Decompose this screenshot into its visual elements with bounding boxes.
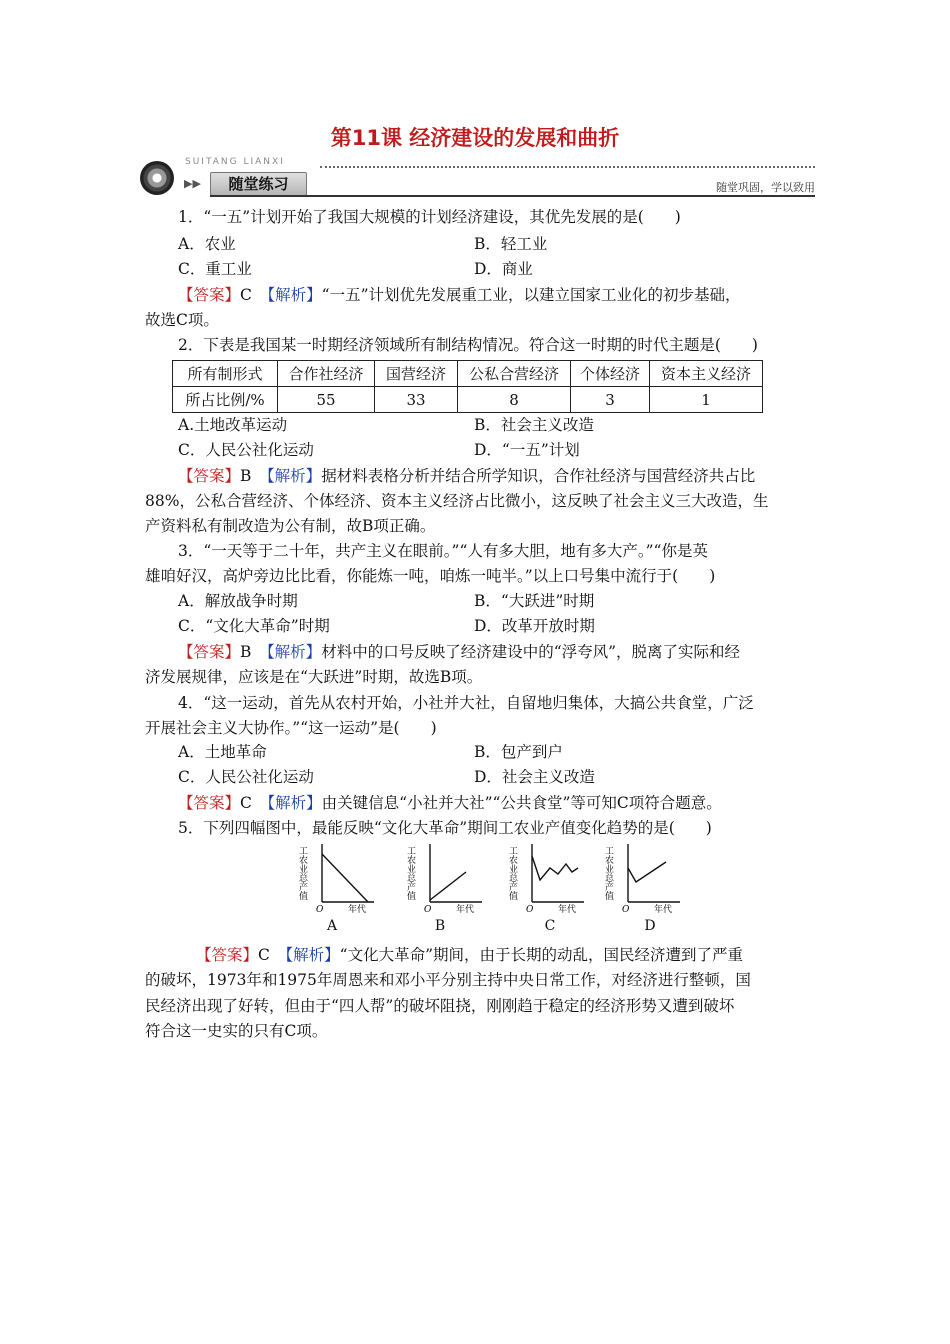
q4-option-c: C．人民公社化运动 <box>178 768 314 786</box>
analysis-text: “文化大革命”期间，由于长期的动乱，国民经济遭到了严重 <box>339 946 744 964</box>
answer-value: C <box>240 286 252 304</box>
q3-option-d: D．改革开放时期 <box>474 617 595 635</box>
q4-option-d: D．社会主义改造 <box>474 768 595 786</box>
banner-rule <box>210 195 815 197</box>
graph-xlabel: 年代 <box>348 905 367 915</box>
q2-stem: 2．下表是我国某一时期经济领域所有制结构情况。符合这一时期的时代主题是( ) <box>178 336 758 354</box>
graph-xlabel: 年代 <box>456 905 475 915</box>
graph-origin: O <box>316 905 324 915</box>
trend-graph-a <box>297 842 376 915</box>
graph-label-c: C <box>544 918 556 934</box>
q1-option-a: A．农业 <box>178 235 236 253</box>
trend-line <box>532 856 578 880</box>
table-cell: 55 <box>278 387 375 413</box>
analysis-tag: 【解析】 <box>267 794 322 812</box>
q3-stem: 3．“一天等于二十年，共产主义在眼前。”“人有多大胆，地有多大产。”“你是英 <box>178 542 708 560</box>
table-header-cell: 国营经济 <box>375 361 458 387</box>
q2-option-d: D．“一五”计划 <box>474 441 580 459</box>
banner-pinyin: SUITANG LIANXI <box>185 157 285 167</box>
graph-ylabel: 工农业总产值 <box>507 846 517 900</box>
q1-stem: 1．“一五”计划开始了我国大规模的计划经济建设，其优先发展的是( ) <box>178 208 681 226</box>
q4-option-a: A．土地革命 <box>178 743 267 761</box>
banner-tag: 随堂练习 <box>210 172 307 196</box>
table-header-cell: 所有制形式 <box>173 361 278 387</box>
trend-graph-b <box>405 842 484 915</box>
analysis-text: 由关键信息“小社并大社”“公共食堂”等可知C项符合题意。 <box>321 794 722 812</box>
table-cell: 8 <box>458 387 571 413</box>
table-header-cell: 合作社经济 <box>278 361 375 387</box>
analysis-tag: 【解析】 <box>267 286 322 304</box>
graph-origin: O <box>424 905 432 915</box>
q2-analysis-cont: 88%，公私合营经济、个体经济、资本主义经济占比微小，这反映了社会主义三大改造，生 <box>145 492 769 510</box>
table-header-cell: 公私合营经济 <box>458 361 571 387</box>
arrow-icon: ▶▶ <box>184 177 201 190</box>
section-banner <box>140 157 815 199</box>
q3-option-b: B．“大跃进”时期 <box>474 592 595 610</box>
analysis-text: 据材料表格分析并结合所学知识，合作社经济与国营经济共占比 <box>321 467 756 485</box>
q3-option-a: A．解放战争时期 <box>178 592 298 610</box>
q1-option-c: C．重工业 <box>178 260 252 278</box>
q4-option-b: B．包产到户 <box>474 743 563 761</box>
trend-line <box>430 872 466 900</box>
graph-origin: O <box>622 905 630 915</box>
lesson-title: 第11课 经济建设的发展和曲折 <box>330 126 620 150</box>
answer-tag: 【答案】 <box>178 286 241 304</box>
answer-value: C <box>240 794 252 812</box>
q5-analysis-cont: 符合这一史实的只有C项。 <box>145 1022 328 1040</box>
answer-tag: 【答案】 <box>178 643 241 661</box>
trend-line <box>322 854 368 902</box>
q5-answer <box>196 942 861 968</box>
graph-xlabel: 年代 <box>654 905 673 915</box>
analysis-text: 材料中的口号反映了经济建设中的“浮夸风”，脱离了实际和经 <box>321 643 741 661</box>
q1-answer <box>178 282 843 308</box>
q1-option-b: B．轻工业 <box>474 235 548 253</box>
q5-analysis-cont: 民经济出现了好转，但由于“四人帮”的破坏阻挠，刚刚趋于稳定的经济形势又遭到破坏 <box>145 997 735 1015</box>
q4-answer <box>178 790 843 816</box>
table-header-row <box>173 361 763 387</box>
banner-dotted-line <box>320 166 815 168</box>
trend-line <box>628 862 666 882</box>
q2-option-c: C．人民公社化运动 <box>178 441 314 459</box>
table-cell: 1 <box>650 387 763 413</box>
q1-analysis-cont: 故选C项。 <box>145 311 219 329</box>
table-cell: 所占比例/% <box>173 387 278 413</box>
trend-graph-c <box>507 842 586 915</box>
graph-origin: O <box>526 905 534 915</box>
graph-ylabel: 工农业总产值 <box>603 846 613 900</box>
analysis-tag: 【解析】 <box>285 946 340 964</box>
analysis-tag: 【解析】 <box>266 467 322 485</box>
answer-tag: 【答案】 <box>196 946 259 964</box>
graph-label-a: A <box>326 918 338 934</box>
gear-icon <box>140 161 174 195</box>
answer-value: B <box>240 467 252 485</box>
q3-analysis-cont: 济发展规律，应该是在“大跃进”时期，故选B项。 <box>145 668 483 686</box>
answer-tag: 【答案】 <box>178 794 241 812</box>
trend-graph-d <box>603 842 682 915</box>
answer-value: C <box>258 946 270 964</box>
q3-stem-cont: 雄咱好汉，高炉旁边比比看，你能炼一吨，咱炼一吨半。”以上口号集中流行于( ) <box>145 567 716 585</box>
q2-answer <box>178 463 843 489</box>
table-row <box>173 387 763 413</box>
answer-tag: 【答案】 <box>178 467 241 485</box>
table-header-cell: 个体经济 <box>571 361 650 387</box>
q4-stem-cont: 开展社会主义大协作。”“这一运动”是( ) <box>145 719 437 737</box>
answer-value: B <box>240 643 252 661</box>
q3-option-c: C．“文化大革命”时期 <box>178 617 330 635</box>
analysis-text: “一五”计划优先发展重工业，以建立国家工业化的初步基础， <box>321 286 741 304</box>
q4-stem: 4．“这一运动，首先从农村开始，小社并大社，自留地归集体，大搞公共食堂，广泛 <box>178 694 754 712</box>
analysis-tag: 【解析】 <box>266 643 322 661</box>
q1-option-d: D．商业 <box>474 260 533 278</box>
graph-ylabel: 工农业总产值 <box>297 846 307 900</box>
q5-analysis-cont: 的破坏，1973年和1975年周恩来和邓小平分别主持中央日常工作，对经济进行整顿，国 <box>145 971 751 989</box>
q5-stem: 5．下列四幅图中，最能反映“文化大革命”期间工农业产值变化趋势的是( ) <box>178 819 712 837</box>
graph-label-d: D <box>644 918 656 934</box>
q2-option-a: A.土地改革运动 <box>178 416 288 434</box>
table-cell: 3 <box>571 387 650 413</box>
graph-ylabel: 工农业总产值 <box>405 846 415 900</box>
q2-option-b: B．社会主义改造 <box>474 416 594 434</box>
table-header-cell: 资本主义经济 <box>650 361 763 387</box>
banner-slogan: 随堂巩固，学以致用 <box>716 181 815 194</box>
graph-xlabel: 年代 <box>558 905 577 915</box>
table-cell: 33 <box>375 387 458 413</box>
graph-label-b: B <box>434 918 446 934</box>
q3-answer <box>178 639 843 665</box>
q2-analysis-cont: 产资料私有制改造为公有制，故B项正确。 <box>145 517 436 535</box>
ownership-table <box>172 360 763 413</box>
